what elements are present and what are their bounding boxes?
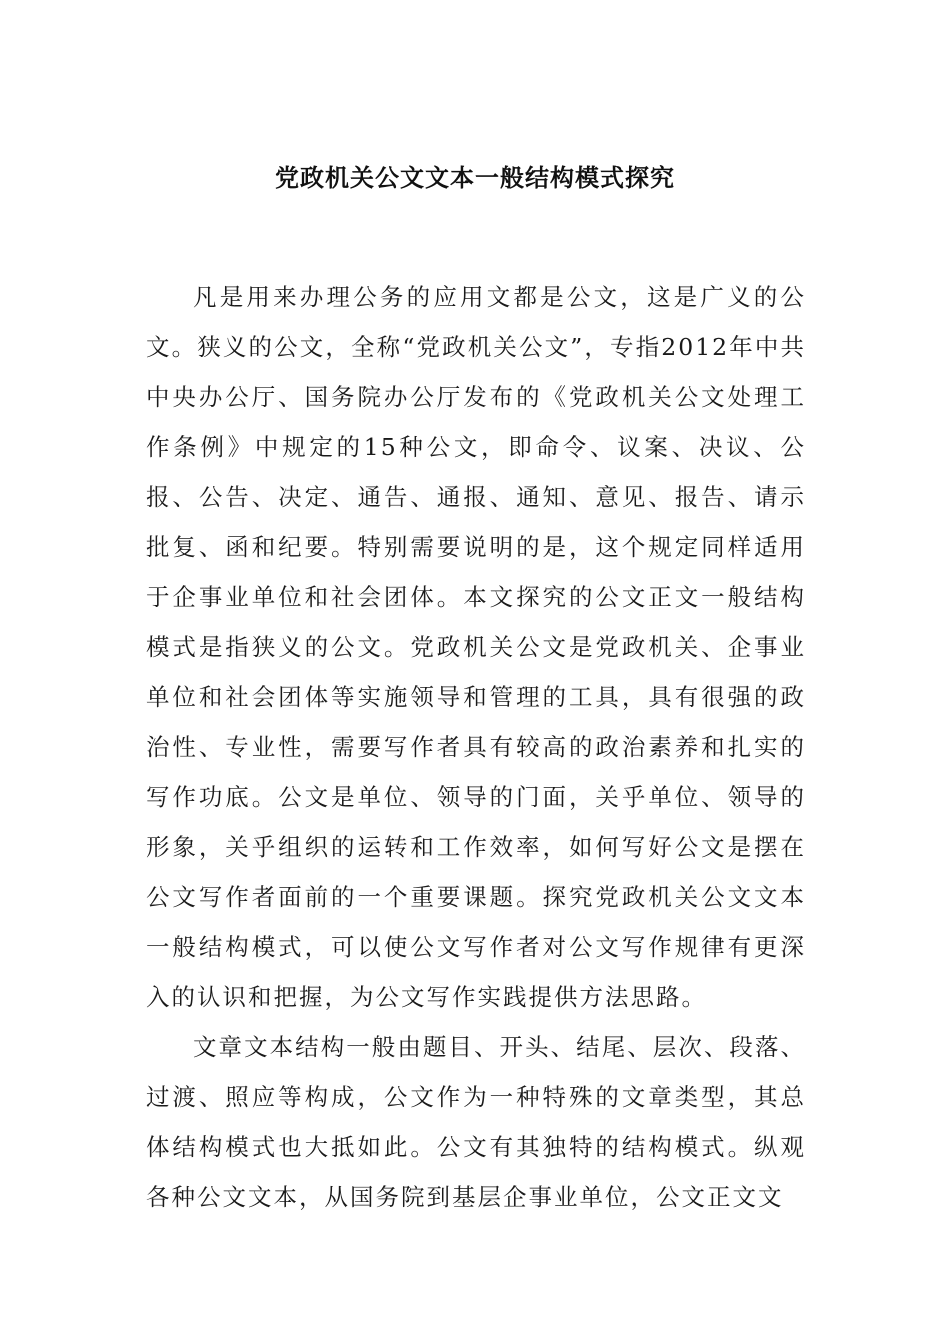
document-title: 党政机关公文文本一般结构模式探究 [275, 163, 675, 192]
document-body [146, 272, 806, 1222]
paragraph-2: 文章文本结构一般由题目、开头、结尾、层次、段落、过渡、照应等构成，公文作为一种特殊的文章类型，其总体结构模式也大抵如此。公文有其独特的结构模式。纵观各种公文文本，从国务院到基层企事业单位，公文正文文 [146, 1033, 806, 1211]
paragraph-1: 凡是用来办理公务的应用文都是公文，这是广义的公文。狭义的公文，全称“党政机关公文”，专指2012年中共中央办公厅、国务院办公厅发布的《党政机关公文处理工作条例》中规定的15种公文，即命令、议案、决议、公报、公告、决定、通告、通报、通知、意见、报告、请示批复、函和纪要。特别需要说明的是，这个规定同样适用于企事业单位和社会团体。本文探究的公文正文一般结构模式是指狭义的公文。党政机关公文是党政机关、企事业单位和社会团体等实施领导和管理的工具，具有很强的政治性、专业性，需要写作者具有较高的政治素养和扎实的写作功底。公文是单位、领导的门面，关乎单位、领导的形象，关乎组织的运转和工作效率，如何写好公文是摆在公文写作者面前的一个重要课题。探究党政机关公文文本一般结构模式，可以使公文写作者对公文写作规律有更深入的认识和把握，为公文写作实践提供方法思路。 [146, 283, 806, 1011]
